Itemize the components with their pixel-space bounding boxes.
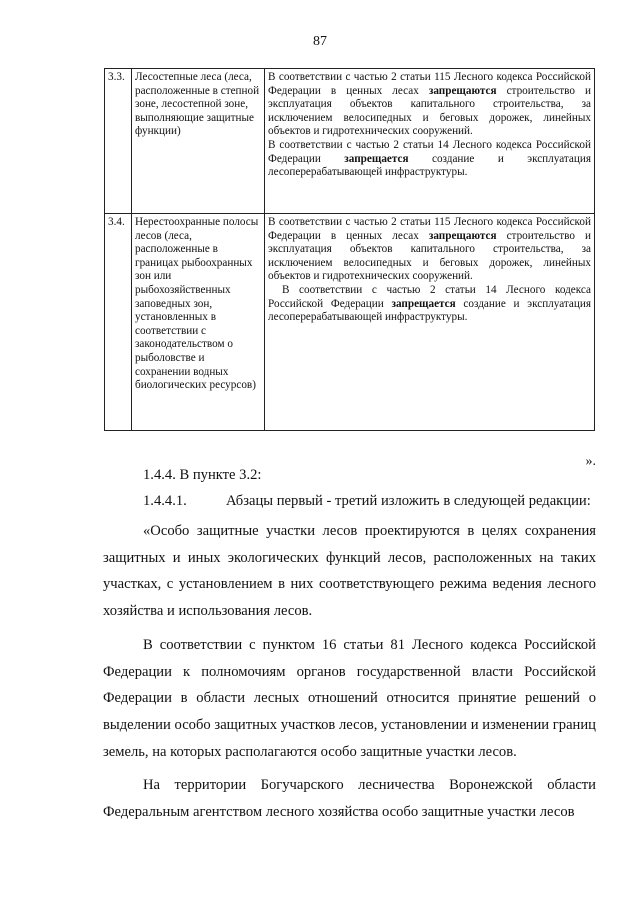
item-text: Абзацы первый - третий изложить в следующей редакции:: [226, 493, 591, 509]
restriction-paragraph: [268, 284, 591, 325]
text-span: В соответствии с частью 2 статьи 14 Лесного кодекса Российской Федерации: [268, 138, 591, 165]
text-span: В соответствии с частью 2 статьи 14 Лесного кодекса Российской Федерации: [268, 283, 591, 310]
forest-category-name: Нерестоохранные полосы лесов (леса, расположенные в границах рыбоохранных зон или рыбохозяйственных заповедных зон, установленных в соответствии с законодательством о рыболовстве и сохранении водных биологических ресурсов): [132, 214, 265, 431]
table-row: [105, 69, 595, 214]
text-span: создание и эксплуатация лесоперерабатывающей инфраструктуры.: [268, 297, 591, 324]
text-span: В соответствии с частью 2 статьи 115 Лесного кодекса Российской Федерации в ценных лесах: [268, 216, 591, 242]
row-number: 3.3.: [105, 69, 132, 214]
text-span: строительство и эксплуатация объектов капитального строительства, за исключением велосипедных и беговых дорожек, линейных объектов и гидротехнических сооружений.: [268, 84, 591, 138]
section-item-1-4-4: 1.4.4. В пункте 3.2:: [143, 467, 262, 483]
forest-regulations-table: [104, 68, 595, 431]
body-text: [103, 518, 596, 826]
text-span: создание и эксплуатация лесоперерабатывающей инфраструктуры.: [268, 152, 591, 179]
text-span: строительство и эксплуатация объектов капитального строительства, за исключением велосипедных и беговых дорожек, линейных объектов и гидротехнических сооружений.: [268, 229, 591, 283]
bold-term: запрещаются: [428, 84, 497, 97]
restriction-description: [265, 69, 595, 214]
restriction-paragraph: [268, 139, 591, 180]
bold-term: запрещаются: [428, 229, 497, 242]
bold-term: запрещается: [344, 152, 409, 165]
forest-category-name: Лесостепные леса (леса, расположенные в степной зоне, лесостепной зоне, выполняющие защитные функции): [132, 69, 265, 214]
closing-quote: ».: [585, 454, 596, 469]
bold-term: запрещается: [391, 297, 456, 310]
page-number: 87: [313, 34, 327, 49]
section-item-1-4-4-1: [143, 493, 591, 510]
item-number: 1.4.4.1.: [143, 493, 187, 509]
table-row: [105, 214, 595, 431]
paragraph: «Особо защитные участки лесов проектируются в целях сохранения защитных и иных экологических функций лесов, расположенных на таких участках, с установлением в них соответствующего режима ведения лесного хозяйства и использования лесов.: [103, 523, 596, 620]
paragraph: В соответствии с пунктом 16 статьи 81 Лесного кодекса Российской Федерации к полномочиям органов государственной власти Российской Федерации в области лесных отношений относится принятие решений о выделении особо защитных участков лесов, установлении и изменении границ земель, на которых располагаются особо защитные участки лесов.: [103, 636, 596, 760]
restriction-paragraph: [268, 71, 591, 139]
restriction-paragraph: [268, 216, 591, 284]
restriction-description: [265, 214, 595, 431]
paragraph: На территории Богучарского лесничества Воронежской области Федеральным агентством лесного хозяйства особо защитные участки лесов: [103, 777, 596, 821]
text-span: В соответствии с частью 2 статьи 115 Лесного кодекса Российской Федерации в ценных лесах: [268, 71, 591, 97]
row-number: 3.4.: [105, 214, 132, 431]
